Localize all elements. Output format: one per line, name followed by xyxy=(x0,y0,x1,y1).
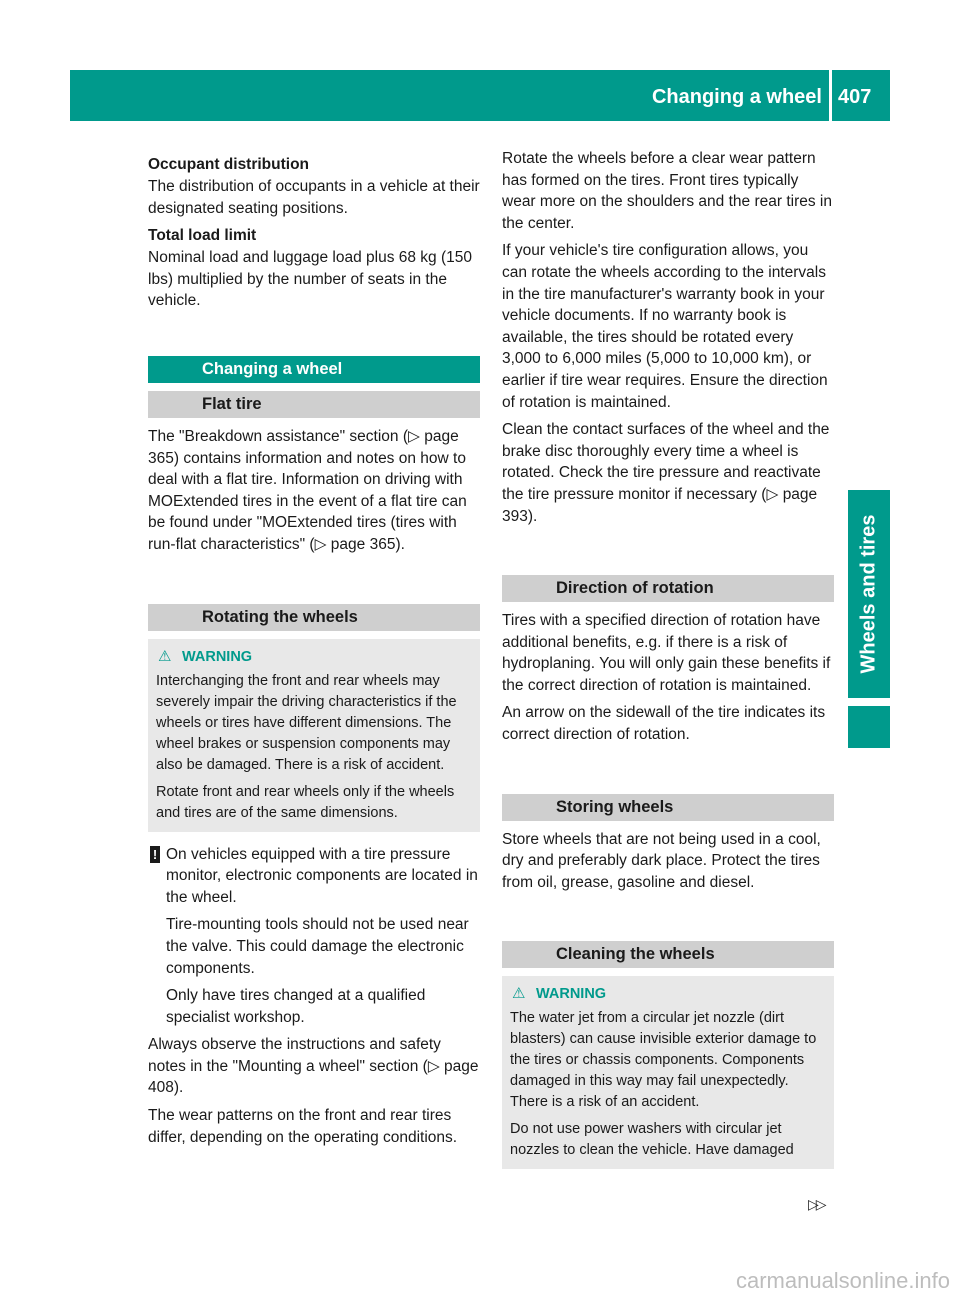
wear-text: The wear patterns on the front and rear tires differ, depending on the operating conditions. xyxy=(148,1107,458,1146)
storing-text: Store wheels that are not being used in a cool, dry and preferably dark place. Protect the tires from oil, grease, gasoline and diesel. xyxy=(502,830,821,891)
note-block xyxy=(148,844,480,1029)
page-title: Changing a wheel xyxy=(651,86,822,108)
section-heading-changing: Changing a wheel xyxy=(148,356,480,383)
left-column xyxy=(148,148,480,1154)
warning-box xyxy=(148,639,480,832)
watermark: carmanualsonline.info xyxy=(735,1268,950,1293)
warning-title xyxy=(510,984,826,1004)
chapter-tab-label: Wheels and tires xyxy=(857,514,880,674)
warning-triangle-icon: ⚠ xyxy=(512,985,526,1003)
load-text: Nominal load and luggage load plus 68 kg (150 lbs) multiplied by the number of seats in the vehicle. xyxy=(148,249,473,310)
note-text: On vehicles equipped with a tire pressure monitor, electronic components are located in the wheel. xyxy=(166,845,478,906)
section-heading-direction: Direction of rotation xyxy=(502,575,834,602)
warning-title xyxy=(156,647,472,667)
section-heading-flat-tire: Flat tire xyxy=(148,391,480,418)
load-heading: Total load limit xyxy=(148,227,257,245)
direction-text: Tires with a specified direction of rotation have additional benefits, e.g. if there is a risk of hydroplaning. You will only gain these benefits if the correct direction of rotation is maintained. xyxy=(502,612,831,694)
section-heading-rotating: Rotating the wheels xyxy=(148,604,480,631)
header-divider xyxy=(829,70,832,121)
warning-text: The water jet from a circular jet nozzle (dirt blasters) can cause invisible exterior damage to the tires or chassis components. Components damaged in this way may fail unexpectedly. There is a risk of an accident. xyxy=(510,1010,817,1111)
right-column xyxy=(502,148,834,1181)
note-text: Only have tires changed at a qualified specialist workshop. xyxy=(166,987,426,1026)
page-number: 407 xyxy=(838,86,872,108)
warning-box xyxy=(502,976,834,1169)
warning-text: Do not use power washers with circular jet nozzles to clean the vehicle. Have damaged xyxy=(510,1121,794,1159)
occupant-text: The distribution of occupants in a vehicle at their designated seating positions. xyxy=(148,178,480,217)
note-text: Tire-mounting tools should not be used near the valve. This could damage the electronic components. xyxy=(166,916,469,977)
rotate-text: Clean the contact surfaces of the wheel and the brake disc thoroughly every time a wheel is rotated. Check the tire pressure and reactivate the tire pressure monitor if necessary (▷ page 393). xyxy=(502,421,830,525)
section-heading-cleaning: Cleaning the wheels xyxy=(502,941,834,968)
exclamation-icon: ! xyxy=(150,846,160,863)
rotate-text: Rotate the wheels before a clear wear pattern has formed on the tires. Front tires typically wear more on the shoulders and the rear tires in the center. xyxy=(502,150,832,232)
warning-text: Interchanging the front and rear wheels may severely impair the driving characteristics if the wheels or tires have different dimensions. The wheel brakes or suspension components may also be damaged. There is a risk of accident. xyxy=(156,672,457,773)
occupant-heading: Occupant distribution xyxy=(148,156,310,173)
observe-text: Always observe the instructions and safety notes in the "Mounting a wheel" section (▷ page 408). xyxy=(148,1036,479,1097)
flat-tire-text: The "Breakdown assistance" section (▷ page 365) contains information and notes on how to deal with a flat tire. Information on driving with MOExtended tires in the event of a flat tire can be found under "MOExtended tires (tires with run-flat characteristics" (▷ page 365). xyxy=(148,427,467,553)
warning-triangle-icon: ⚠ xyxy=(158,647,172,665)
direction-text: An arrow on the sidewall of the tire indicates its correct direction of rotation. xyxy=(502,704,826,744)
warning-title-text: WARNING xyxy=(536,986,607,1003)
continue-arrows-icon: ▷▷ xyxy=(808,1196,824,1212)
rotate-text: If your vehicle's tire configuration allows, you can rotate the wheels according to the intervals in the tire manufacturer's warranty book in your vehicle documents. If no warranty book is available, the tires should be rotated every 3,000 to 6,000 miles (5,000 to 10,000 km), or earlier if tire wear requires. Ensure the direction of rotation is maintained. xyxy=(502,242,828,411)
chapter-marker xyxy=(848,706,890,748)
warning-title-text: WARNING xyxy=(182,648,253,665)
section-heading-storing: Storing wheels xyxy=(502,794,834,821)
warning-text: Rotate front and rear wheels only if the wheels and tires are of the same dimensions. xyxy=(156,783,455,821)
